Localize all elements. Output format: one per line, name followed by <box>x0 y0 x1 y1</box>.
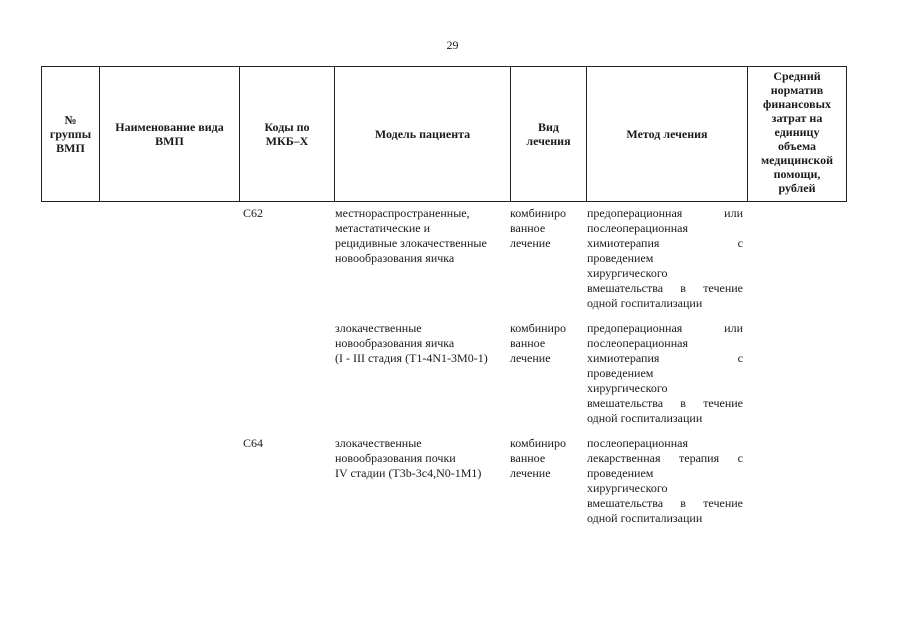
row-treatment-type: комбиниро ванное лечение <box>510 436 566 480</box>
page-number: 29 <box>446 38 459 52</box>
table-header <box>41 66 847 202</box>
method-line: послеоперационная <box>587 221 688 235</box>
method-line: хирургического <box>587 381 668 395</box>
method-line: химиотерапия с <box>587 351 743 365</box>
row-code: C64 <box>243 436 264 450</box>
row-code: C62 <box>243 206 264 220</box>
row-treatment-method <box>587 321 743 426</box>
header-cost-norm: Средний норматив финансовых затрат на единицу объема медицинской помощи, рублей <box>748 67 847 202</box>
row-treatment-type: комбиниро ванное лечение <box>510 206 566 250</box>
method-line: послеоперационная <box>587 436 688 450</box>
row-patient-model: злокачественные новообразования яичка (I - III стадия (T1-4N1-3M0-1) <box>335 321 488 365</box>
method-line: вмешательства в течение <box>587 396 743 410</box>
row-treatment-type: комбиниро ванное лечение <box>510 321 566 365</box>
row-treatment-method <box>587 436 743 526</box>
method-line: хирургического <box>587 266 668 280</box>
header-treatment-type: Вид лечения <box>511 67 587 202</box>
header-icd-codes: Коды по МКБ–Х <box>240 67 335 202</box>
method-line: химиотерапия с <box>587 236 743 250</box>
method-line: вмешательства в течение <box>587 281 743 295</box>
header-treatment-method: Метод лечения <box>587 67 748 202</box>
method-line: одной госпитализации <box>587 296 703 310</box>
method-line: проведением <box>587 251 654 265</box>
method-line: предоперационная или <box>587 206 743 220</box>
header-group-number: № группы ВМП <box>42 67 100 202</box>
method-line: вмешательства в течение <box>587 496 743 510</box>
method-line: одной госпитализации <box>587 411 703 425</box>
header-patient-model: Модель пациента <box>335 67 511 202</box>
method-line: одной госпитализации <box>587 511 703 525</box>
row-patient-model: местнораспространенные, метастатические и рецидивные злокачественные новообразования яичка <box>335 206 487 265</box>
row-treatment-method <box>587 206 743 311</box>
method-line: предоперационная или <box>587 321 743 335</box>
method-line: послеоперационная <box>587 336 688 350</box>
method-line: хирургического <box>587 481 668 495</box>
method-line: проведением <box>587 366 654 380</box>
header-vmp-type: Наименование вида ВМП <box>100 67 240 202</box>
method-line: проведением <box>587 466 654 480</box>
row-patient-model: злокачественные новообразования почки IV стадии (T3b-3c4,N0-1M1) <box>335 436 482 480</box>
method-line: лекарственная терапия с <box>587 451 743 465</box>
